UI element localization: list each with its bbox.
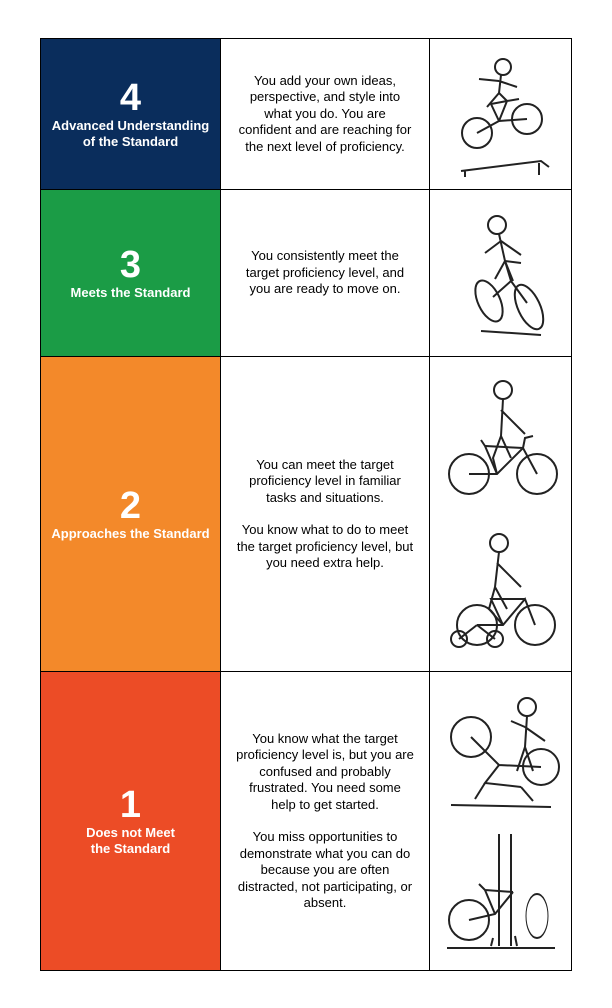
training-wheels-bike-icon (441, 525, 561, 655)
level-4-cell (41, 39, 221, 190)
level-number: 4 (119, 76, 142, 119)
level-number: 1 (119, 783, 142, 826)
cyclist-cornering-icon (441, 203, 561, 343)
description-paragraph: You miss opportunities to demonstrate what you can do because you are often distracted, not participating, or absent. (237, 829, 413, 910)
level-name: Advanced Understanding of the Standard (51, 117, 210, 149)
level-name: Approaches the Standard (51, 525, 210, 541)
level-2-illustration-cell (430, 357, 571, 672)
level-2-cell (41, 357, 221, 672)
description-paragraph: You add your own ideas, perspective, and style into what you do. You are confident and are reaching for the next level of proficiency. (238, 72, 412, 154)
level-3-cell (41, 190, 221, 357)
description-paragraph: You know what the target proficiency level is, but you are confused and probably frustrated. You need some help to get started. (236, 730, 414, 812)
description-paragraph: You know what to do to meet the target proficiency level, but you need extra help. (236, 522, 414, 570)
level-number: 3 (119, 243, 142, 286)
level-2-description (221, 357, 430, 672)
level-1-description (221, 672, 430, 970)
upside-down-bike-repair-icon (441, 687, 561, 812)
level-3-description (221, 190, 430, 357)
bmx-rider-jumping-icon (441, 49, 561, 179)
level-1-cell (41, 672, 221, 970)
level-name: Does not Meet the Standard (86, 824, 175, 856)
level-1-illustration-cell (430, 672, 571, 970)
description-paragraph: You consistently meet the target proficiency level, and you are ready to move on. (245, 248, 405, 297)
proficiency-rubric-table (40, 38, 572, 971)
level-number: 2 (119, 484, 142, 527)
level-3-illustration-cell (430, 190, 571, 357)
level-4-illustration-cell (430, 39, 571, 190)
level-name: Meets the Standard (70, 284, 191, 300)
description-paragraph: You can meet the target proficiency level in familiar tasks and situations. (249, 456, 401, 505)
bike-against-tree-icon (441, 830, 561, 955)
cyclist-riding-icon (441, 374, 561, 504)
level-4-description (221, 39, 430, 190)
